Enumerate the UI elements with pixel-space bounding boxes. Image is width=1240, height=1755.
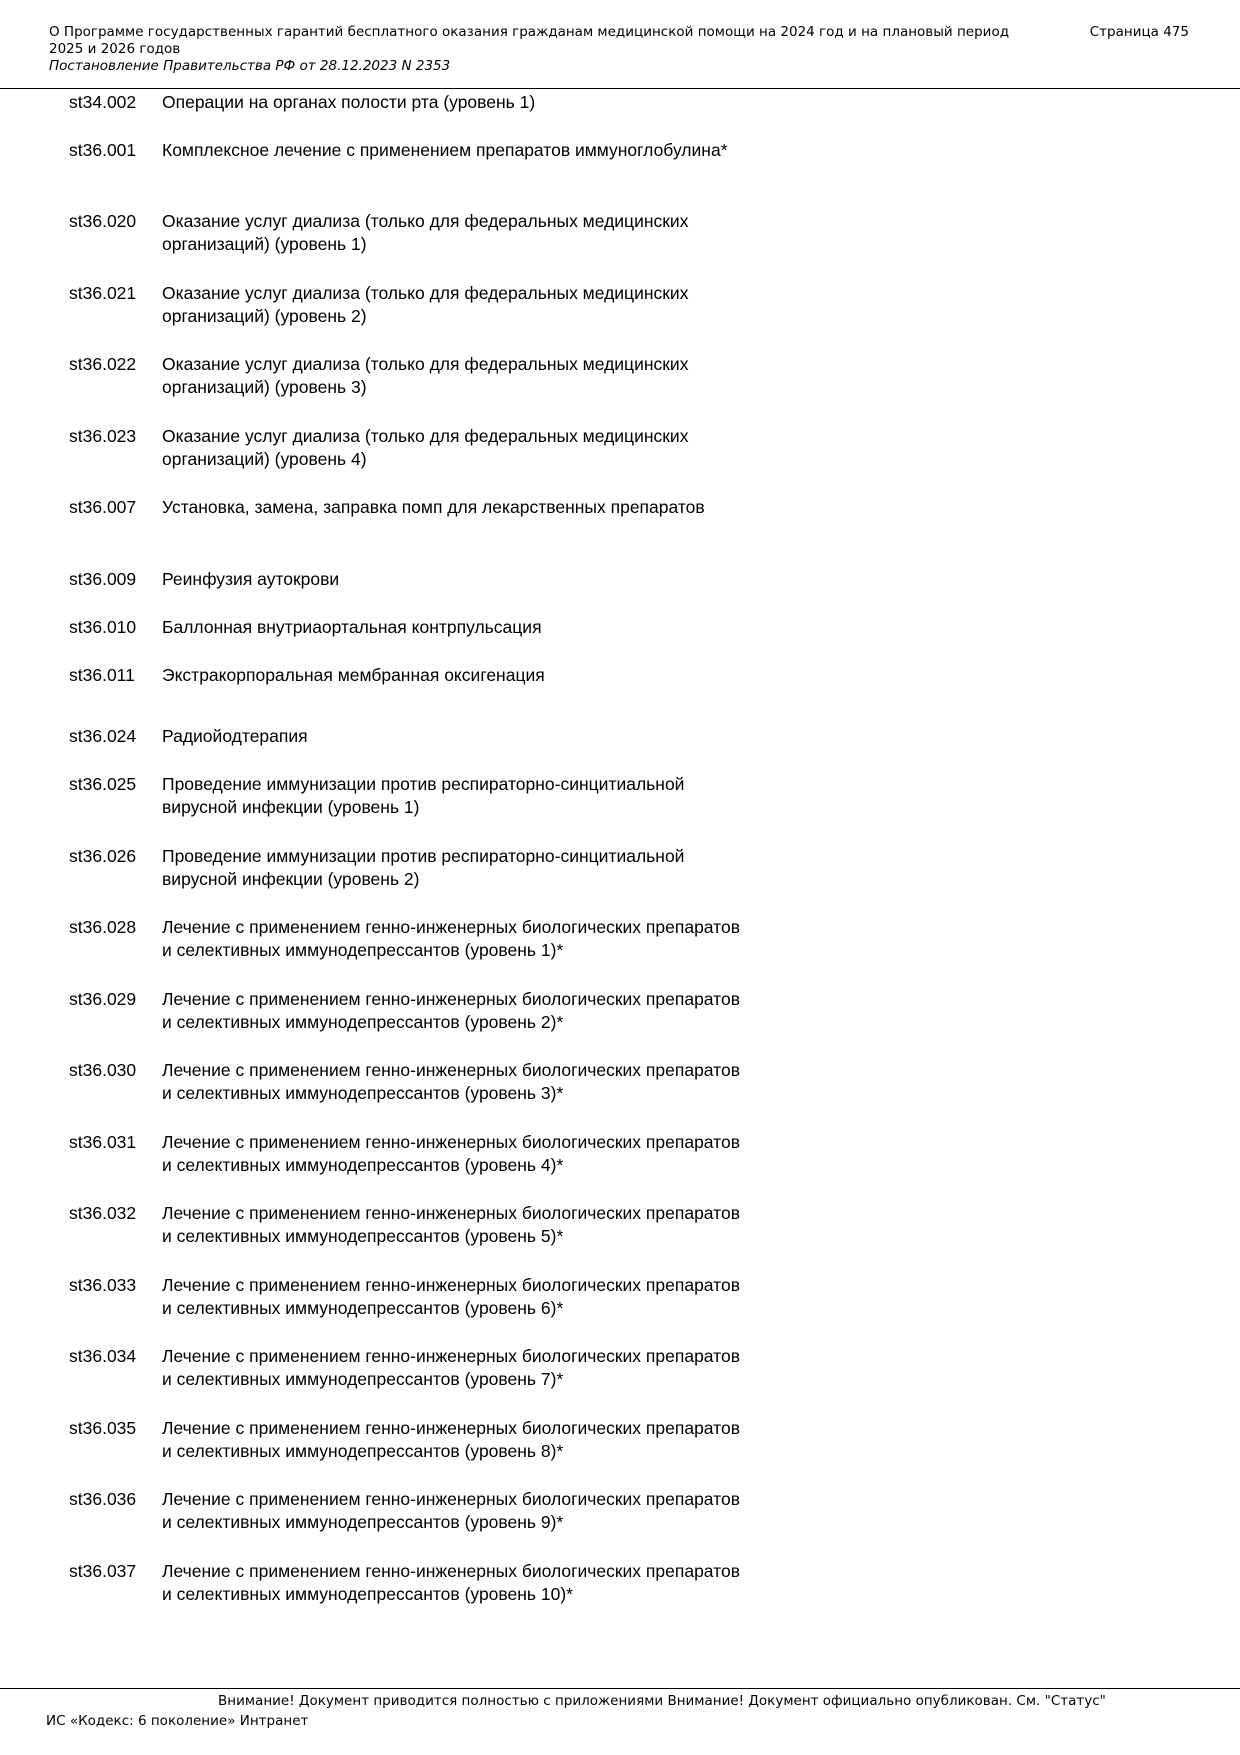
item-description: Оказание услуг диализа (только для федеральных медицинских организаций) (уровень 4) [162, 426, 689, 469]
item-description: Проведение иммунизации против респираторно-синцитиальной вирусной инфекции (уровень 1) [162, 774, 685, 817]
item-code: st36.030 [69, 1060, 137, 1080]
item-description: Комплексное лечение с применением препаратов иммуноглобулина* [162, 140, 728, 160]
item-code: st36.029 [69, 989, 137, 1009]
page-number: Страница 475 [1089, 24, 1189, 40]
item-code: st36.034 [69, 1346, 137, 1366]
item-code: st36.031 [69, 1132, 137, 1152]
item-code: st36.028 [69, 917, 137, 937]
item-code: st36.032 [69, 1203, 137, 1223]
item-description: Радиойодтерапия [162, 726, 308, 746]
item-code: st36.021 [69, 283, 137, 303]
item-code: st36.020 [69, 211, 137, 231]
footer-notice: Внимание! Документ приводится полностью с приложениями Внимание! Документ официально опубликован. См. "Статус" [218, 1693, 1106, 1709]
item-code: st36.009 [69, 569, 137, 589]
item-code: st36.022 [69, 354, 137, 374]
item-description: Лечение с применением генно-инженерных биологических препаратов и селективных иммунодепрессантов (уровень 6)* [162, 1275, 740, 1318]
item-code: st36.011 [69, 665, 135, 685]
item-code: st36.033 [69, 1275, 137, 1295]
item-description: Лечение с применением генно-инженерных биологических препаратов и селективных иммунодепрессантов (уровень 9)* [162, 1489, 740, 1532]
item-code: st36.026 [69, 846, 137, 866]
item-description: Операции на органах полости рта (уровень 1) [162, 92, 536, 112]
item-code: st36.037 [69, 1561, 137, 1581]
item-description: Лечение с применением генно-инженерных биологических препаратов и селективных иммунодепрессантов (уровень 1)* [162, 917, 740, 960]
item-description: Оказание услуг диализа (только для федеральных медицинских организаций) (уровень 3) [162, 354, 689, 397]
item-description: Оказание услуг диализа (только для федеральных медицинских организаций) (уровень 1) [162, 211, 689, 254]
item-code: st36.024 [69, 726, 137, 746]
document-title: О Программе государственных гарантий бесплатного оказания гражданам медицинской помощи на 2024 год и на плановый период 2025 и 2026 годов [49, 24, 1010, 57]
item-code: st36.036 [69, 1489, 137, 1509]
item-description: Баллонная внутриаортальная контрпульсация [162, 617, 542, 637]
item-code: st36.010 [69, 617, 137, 637]
item-description: Оказание услуг диализа (только для федеральных медицинских организаций) (уровень 2) [162, 283, 689, 326]
item-code: st36.001 [69, 140, 137, 160]
item-code: st34.002 [69, 92, 137, 112]
item-description: Лечение с применением генно-инженерных биологических препаратов и селективных иммунодепрессантов (уровень 5)* [162, 1203, 740, 1246]
footer-system-name: ИС «Кодекс: 6 поколение» Интранет [46, 1713, 309, 1729]
item-code: st36.007 [69, 497, 137, 517]
item-code: st36.035 [69, 1418, 137, 1438]
footer-divider [0, 1688, 1240, 1689]
item-description: Экстракорпоральная мембранная оксигенация [162, 665, 545, 685]
item-description: Лечение с применением генно-инженерных биологических препаратов и селективных иммунодепрессантов (уровень 10)* [162, 1561, 740, 1604]
item-description: Установка, замена, заправка помп для лекарственных препаратов [162, 497, 705, 517]
item-code: st36.025 [69, 774, 137, 794]
item-code: st36.023 [69, 426, 137, 446]
item-description: Проведение иммунизации против респираторно-синцитиальной вирусной инфекции (уровень 2) [162, 846, 685, 889]
item-description: Лечение с применением генно-инженерных биологических препаратов и селективных иммунодепрессантов (уровень 3)* [162, 1060, 740, 1103]
document-subtitle: Постановление Правительства РФ от 28.12.2023 N 2353 [49, 58, 451, 74]
item-description: Лечение с применением генно-инженерных биологических препаратов и селективных иммунодепрессантов (уровень 8)* [162, 1418, 740, 1461]
item-description: Реинфузия аутокрови [162, 569, 340, 589]
item-description: Лечение с применением генно-инженерных биологических препаратов и селективных иммунодепрессантов (уровень 2)* [162, 989, 740, 1032]
item-description: Лечение с применением генно-инженерных биологических препаратов и селективных иммунодепрессантов (уровень 7)* [162, 1346, 740, 1389]
item-description: Лечение с применением генно-инженерных биологических препаратов и селективных иммунодепрессантов (уровень 4)* [162, 1132, 740, 1175]
